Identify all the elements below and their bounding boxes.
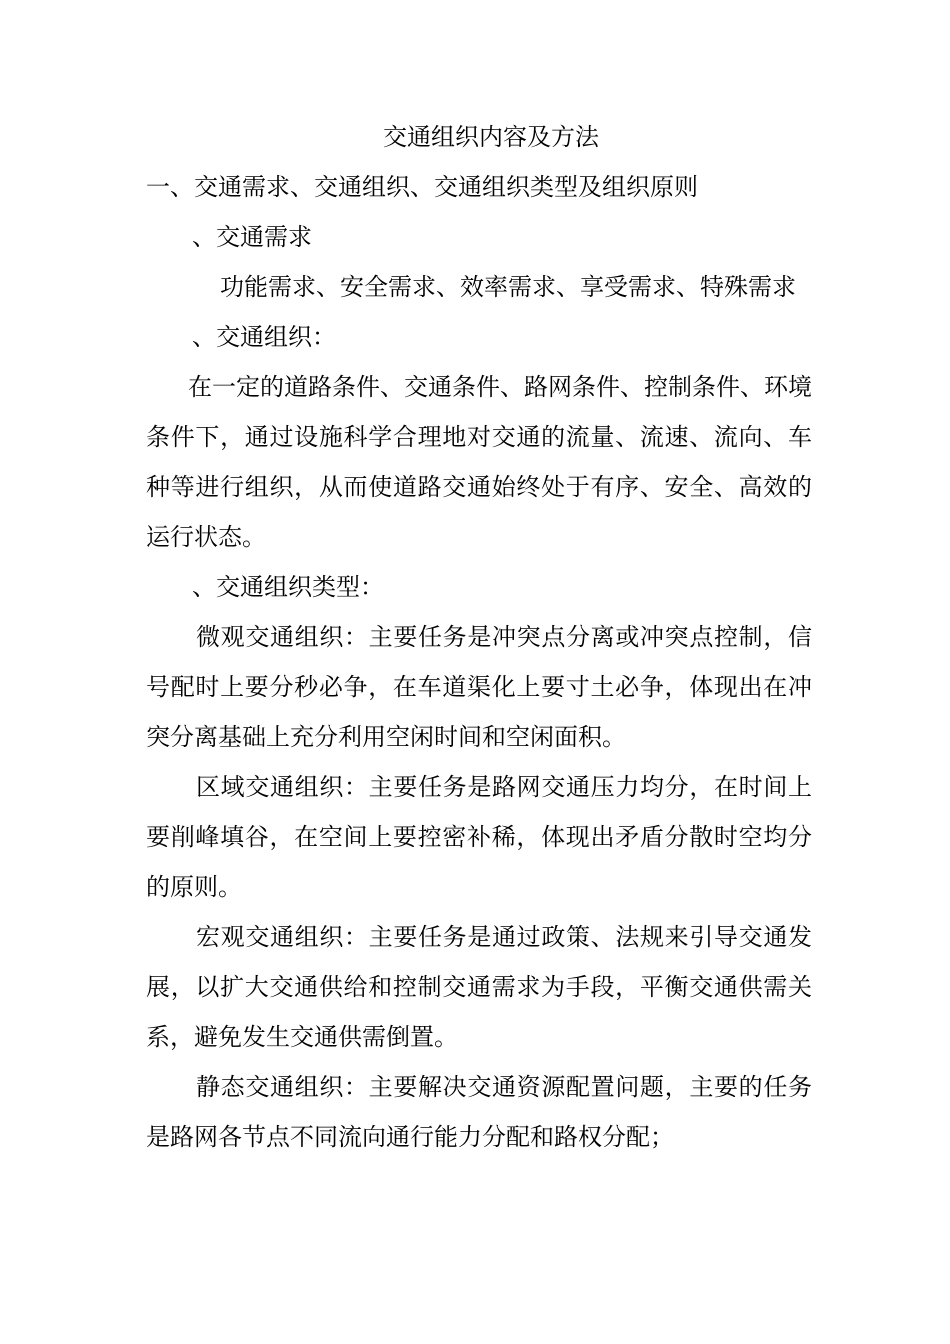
paragraph-traffic-demand: 功能需求、安全需求、效率需求、享受需求、特殊需求 [220, 273, 796, 301]
document-title: 交通组织内容及方法 [383, 123, 599, 151]
document-page [146, 112, 812, 1162]
paragraph-macro-organization: 宏观交通组织：主要任务是通过政策、法规来引导交通发展，以扩大交通供给和控制交通需求为手段，平衡交通供需关系，避免发生交通供需倒置。 [146, 923, 812, 1051]
subheading-organization-types: 、交通组织类型： [192, 573, 384, 601]
subheading-traffic-organization: 、交通组织： [192, 323, 336, 351]
paragraph-static-organization: 静态交通组织：主要解决交通资源配置问题，主要的任务是路网各节点不同流向通行能力分配和路权分配； [146, 1073, 812, 1151]
section-heading-1: 一、交通需求、交通组织、交通组织类型及组织原则 [146, 173, 698, 201]
subheading-traffic-demand: 、交通需求 [192, 223, 312, 251]
paragraph-micro-organization: 微观交通组织：主要任务是冲突点分离或冲突点控制，信号配时上要分秒必争，在车道渠化上要寸土必争，体现出在冲突分离基础上充分利用空闲时间和空闲面积。 [146, 623, 812, 751]
paragraph-regional-organization: 区域交通组织：主要任务是路网交通压力均分，在时间上要削峰填谷，在空间上要控密补稀，体现出矛盾分散时空均分的原则。 [146, 773, 812, 901]
paragraph-traffic-organization: 在一定的道路条件、交通条件、路网条件、控制条件、环境条件下，通过设施科学合理地对交通的流量、流速、流向、车种等进行组织，从而使道路交通始终处于有序、安全、高效的运行状态。 [146, 373, 812, 551]
